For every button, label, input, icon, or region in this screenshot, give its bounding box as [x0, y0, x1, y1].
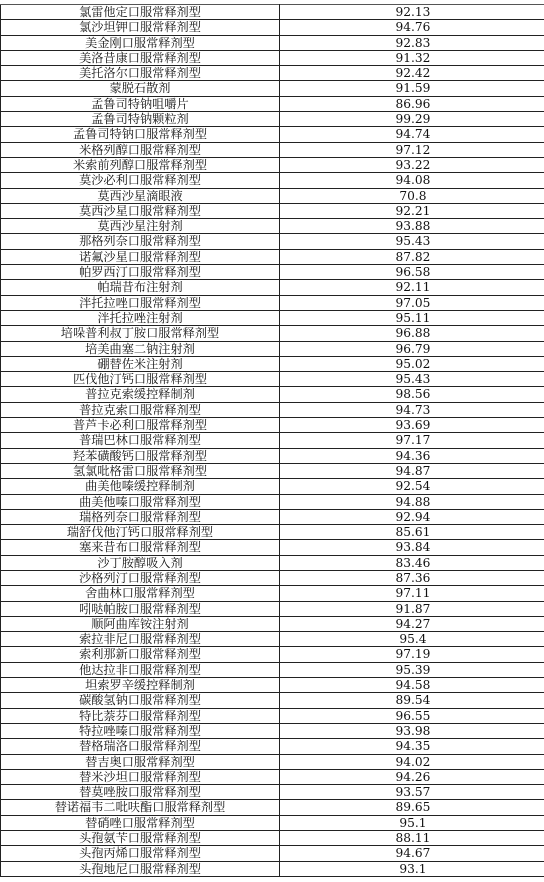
drug-name-cell: 那格列奈口服常释剂型	[1, 234, 280, 249]
rate-value-cell: 94.87	[280, 463, 544, 478]
drug-name-cell: 孟鲁司特钠咀嚼片	[1, 96, 280, 111]
drug-name-cell: 他达拉非口服常释剂型	[1, 662, 280, 677]
table-row	[1, 739, 544, 754]
drug-name-cell: 孟鲁司特钠颗粒剂	[1, 112, 280, 127]
table-row	[1, 356, 544, 371]
rate-value-cell: 88.11	[280, 831, 544, 846]
rate-value-cell: 94.36	[280, 448, 544, 463]
rate-value-cell: 92.83	[280, 35, 544, 50]
drug-name-cell: 孟鲁司特钠口服常释剂型	[1, 127, 280, 142]
drug-name-cell: 索拉非尼口服常释剂型	[1, 632, 280, 647]
rate-value-cell: 97.05	[280, 295, 544, 310]
table-row	[1, 769, 544, 784]
rate-value-cell: 97.12	[280, 142, 544, 157]
drug-name-cell: 曲美他嗪缓控释制剂	[1, 479, 280, 494]
drug-name-cell: 沙格列汀口服常释剂型	[1, 570, 280, 585]
rate-value-cell: 92.11	[280, 280, 544, 295]
drug-name-cell: 舍曲林口服常释剂型	[1, 586, 280, 601]
rate-value-cell: 85.61	[280, 525, 544, 540]
rate-value-cell: 95.02	[280, 356, 544, 371]
rate-value-cell: 99.29	[280, 112, 544, 127]
drug-name-cell: 帕罗西汀口服常释剂型	[1, 265, 280, 280]
drug-name-cell: 曲美他嗪口服常释剂型	[1, 494, 280, 509]
rate-value-cell: 89.54	[280, 693, 544, 708]
table-row	[1, 678, 544, 693]
table-row	[1, 418, 544, 433]
drug-name-cell: 坦索罗辛缓控释制剂	[1, 678, 280, 693]
table-row	[1, 540, 544, 555]
table-row	[1, 754, 544, 769]
rate-value-cell: 94.58	[280, 678, 544, 693]
drug-name-cell: 塞来昔布口服常释剂型	[1, 540, 280, 555]
drug-name-cell: 普芦卡必利口服常释剂型	[1, 418, 280, 433]
table-row	[1, 127, 544, 142]
rate-value-cell: 93.22	[280, 157, 544, 172]
table-row	[1, 479, 544, 494]
table-row	[1, 219, 544, 234]
rate-value-cell: 93.98	[280, 723, 544, 738]
rate-value-cell: 92.13	[280, 5, 544, 20]
drug-name-cell: 特比萘芬口服常释剂型	[1, 708, 280, 723]
rate-value-cell: 87.36	[280, 570, 544, 585]
table-row	[1, 203, 544, 218]
drug-rate-table	[0, 4, 544, 877]
drug-name-cell: 普瑞巴林口服常释剂型	[1, 433, 280, 448]
drug-name-cell: 莫西沙星滴眼液	[1, 188, 280, 203]
rate-value-cell: 86.96	[280, 96, 544, 111]
table-row	[1, 662, 544, 677]
rate-value-cell: 94.27	[280, 616, 544, 631]
drug-name-cell: 普拉克索口服常释剂型	[1, 402, 280, 417]
table-row	[1, 601, 544, 616]
rate-value-cell: 96.55	[280, 708, 544, 723]
rate-value-cell: 83.46	[280, 555, 544, 570]
drug-name-cell: 蒙脱石散剂	[1, 81, 280, 96]
drug-name-cell: 替莫唑胺口服常释剂型	[1, 785, 280, 800]
rate-value-cell: 94.76	[280, 20, 544, 35]
table-row	[1, 846, 544, 861]
table-row	[1, 570, 544, 585]
rate-value-cell: 94.02	[280, 754, 544, 769]
table-body	[1, 5, 544, 877]
rate-value-cell: 97.19	[280, 647, 544, 662]
rate-value-cell: 94.67	[280, 846, 544, 861]
table-row	[1, 81, 544, 96]
table-row	[1, 785, 544, 800]
drug-name-cell: 碳酸氢钠口服常释剂型	[1, 693, 280, 708]
drug-name-cell: 替诺福韦二吡呋酯口服常释剂型	[1, 800, 280, 815]
table-row	[1, 387, 544, 402]
rate-value-cell: 97.11	[280, 586, 544, 601]
table-row	[1, 815, 544, 830]
drug-name-cell: 诺氟沙星口服常释剂型	[1, 249, 280, 264]
rate-value-cell: 95.39	[280, 662, 544, 677]
rate-value-cell: 92.21	[280, 203, 544, 218]
rate-value-cell: 95.1	[280, 815, 544, 830]
table-row	[1, 616, 544, 631]
drug-name-cell: 美托洛尔口服常释剂型	[1, 66, 280, 81]
drug-name-cell: 帕瑞昔布注射剂	[1, 280, 280, 295]
rate-value-cell: 98.56	[280, 387, 544, 402]
table-row	[1, 463, 544, 478]
rate-value-cell: 94.35	[280, 739, 544, 754]
rate-value-cell: 96.88	[280, 326, 544, 341]
rate-value-cell: 70.8	[280, 188, 544, 203]
rate-value-cell: 92.54	[280, 479, 544, 494]
drug-name-cell: 莫西沙星注射剂	[1, 219, 280, 234]
drug-name-cell: 羟苯磺酸钙口服常释剂型	[1, 448, 280, 463]
rate-value-cell: 92.42	[280, 66, 544, 81]
drug-name-cell: 替格瑞洛口服常释剂型	[1, 739, 280, 754]
drug-name-cell: 莫沙必利口服常释剂型	[1, 173, 280, 188]
drug-name-cell: 培哚普利叔丁胺口服常释剂型	[1, 326, 280, 341]
drug-name-cell: 瑞舒伐他汀钙口服常释剂型	[1, 525, 280, 540]
drug-name-cell: 替米沙坦口服常释剂型	[1, 769, 280, 784]
rate-value-cell: 94.26	[280, 769, 544, 784]
drug-name-cell: 吲哒帕胺口服常释剂型	[1, 601, 280, 616]
rate-value-cell: 97.17	[280, 433, 544, 448]
table-row	[1, 249, 544, 264]
table-row	[1, 723, 544, 738]
drug-name-cell: 头孢丙烯口服常释剂型	[1, 846, 280, 861]
rate-value-cell: 95.11	[280, 310, 544, 325]
rate-value-cell: 94.88	[280, 494, 544, 509]
table-row	[1, 234, 544, 249]
drug-name-cell: 索利那新口服常释剂型	[1, 647, 280, 662]
rate-value-cell: 95.43	[280, 234, 544, 249]
table-row	[1, 5, 544, 20]
rate-value-cell: 93.69	[280, 418, 544, 433]
drug-name-cell: 匹伐他汀钙口服常释剂型	[1, 372, 280, 387]
drug-name-cell: 泮托拉唑注射剂	[1, 310, 280, 325]
table-row	[1, 647, 544, 662]
rate-value-cell: 96.79	[280, 341, 544, 356]
rate-value-cell: 92.94	[280, 509, 544, 524]
table-row	[1, 20, 544, 35]
rate-value-cell: 91.59	[280, 81, 544, 96]
table-row	[1, 50, 544, 65]
rate-value-cell: 94.74	[280, 127, 544, 142]
table-row	[1, 861, 544, 876]
table-row	[1, 173, 544, 188]
table-row	[1, 708, 544, 723]
rate-value-cell: 93.84	[280, 540, 544, 555]
table-row	[1, 265, 544, 280]
drug-name-cell: 硼替佐米注射剂	[1, 356, 280, 371]
drug-name-cell: 培美曲塞二钠注射剂	[1, 341, 280, 356]
table-row	[1, 632, 544, 647]
rate-value-cell: 93.1	[280, 861, 544, 876]
drug-name-cell: 氯沙坦钾口服常释剂型	[1, 20, 280, 35]
table-row	[1, 800, 544, 815]
table-row	[1, 831, 544, 846]
table-row	[1, 509, 544, 524]
rate-value-cell: 94.08	[280, 173, 544, 188]
table-row	[1, 142, 544, 157]
table-row	[1, 586, 544, 601]
drug-name-cell: 顺阿曲库铵注射剂	[1, 616, 280, 631]
table-row	[1, 157, 544, 172]
drug-name-cell: 替硝唑口服常释剂型	[1, 815, 280, 830]
table-row	[1, 402, 544, 417]
table-row	[1, 310, 544, 325]
table-row	[1, 555, 544, 570]
rate-value-cell: 96.58	[280, 265, 544, 280]
table-row	[1, 112, 544, 127]
drug-name-cell: 头孢氨苄口服常释剂型	[1, 831, 280, 846]
rate-value-cell: 95.4	[280, 632, 544, 647]
drug-name-cell: 瑞格列奈口服常释剂型	[1, 509, 280, 524]
drug-name-cell: 美洛昔康口服常释剂型	[1, 50, 280, 65]
drug-name-cell: 氢氯吡格雷口服常释剂型	[1, 463, 280, 478]
table-row	[1, 295, 544, 310]
drug-name-cell: 普拉克索缓控释制剂	[1, 387, 280, 402]
rate-value-cell: 93.57	[280, 785, 544, 800]
table-row	[1, 96, 544, 111]
drug-name-cell: 替吉奥口服常释剂型	[1, 754, 280, 769]
rate-value-cell: 93.88	[280, 219, 544, 234]
table-row	[1, 525, 544, 540]
drug-name-cell: 特拉唑嗪口服常释剂型	[1, 723, 280, 738]
table-row	[1, 494, 544, 509]
table-row	[1, 693, 544, 708]
table-row	[1, 280, 544, 295]
drug-name-cell: 米索前列醇口服常释剂型	[1, 157, 280, 172]
table-row	[1, 372, 544, 387]
table-row	[1, 188, 544, 203]
table-row	[1, 35, 544, 50]
table-row	[1, 66, 544, 81]
rate-value-cell: 91.87	[280, 601, 544, 616]
rate-value-cell: 91.32	[280, 50, 544, 65]
drug-name-cell: 美金刚口服常释剂型	[1, 35, 280, 50]
rate-value-cell: 95.43	[280, 372, 544, 387]
rate-value-cell: 87.82	[280, 249, 544, 264]
drug-name-cell: 沙丁胺醇吸入剂	[1, 555, 280, 570]
drug-name-cell: 头孢地尼口服常释剂型	[1, 861, 280, 876]
table-row	[1, 341, 544, 356]
table-row	[1, 448, 544, 463]
table-row	[1, 326, 544, 341]
drug-name-cell: 氯雷他定口服常释剂型	[1, 5, 280, 20]
rate-value-cell: 94.73	[280, 402, 544, 417]
table-row	[1, 433, 544, 448]
drug-name-cell: 莫西沙星口服常释剂型	[1, 203, 280, 218]
drug-name-cell: 泮托拉唑口服常释剂型	[1, 295, 280, 310]
rate-value-cell: 89.65	[280, 800, 544, 815]
drug-name-cell: 米格列醇口服常释剂型	[1, 142, 280, 157]
